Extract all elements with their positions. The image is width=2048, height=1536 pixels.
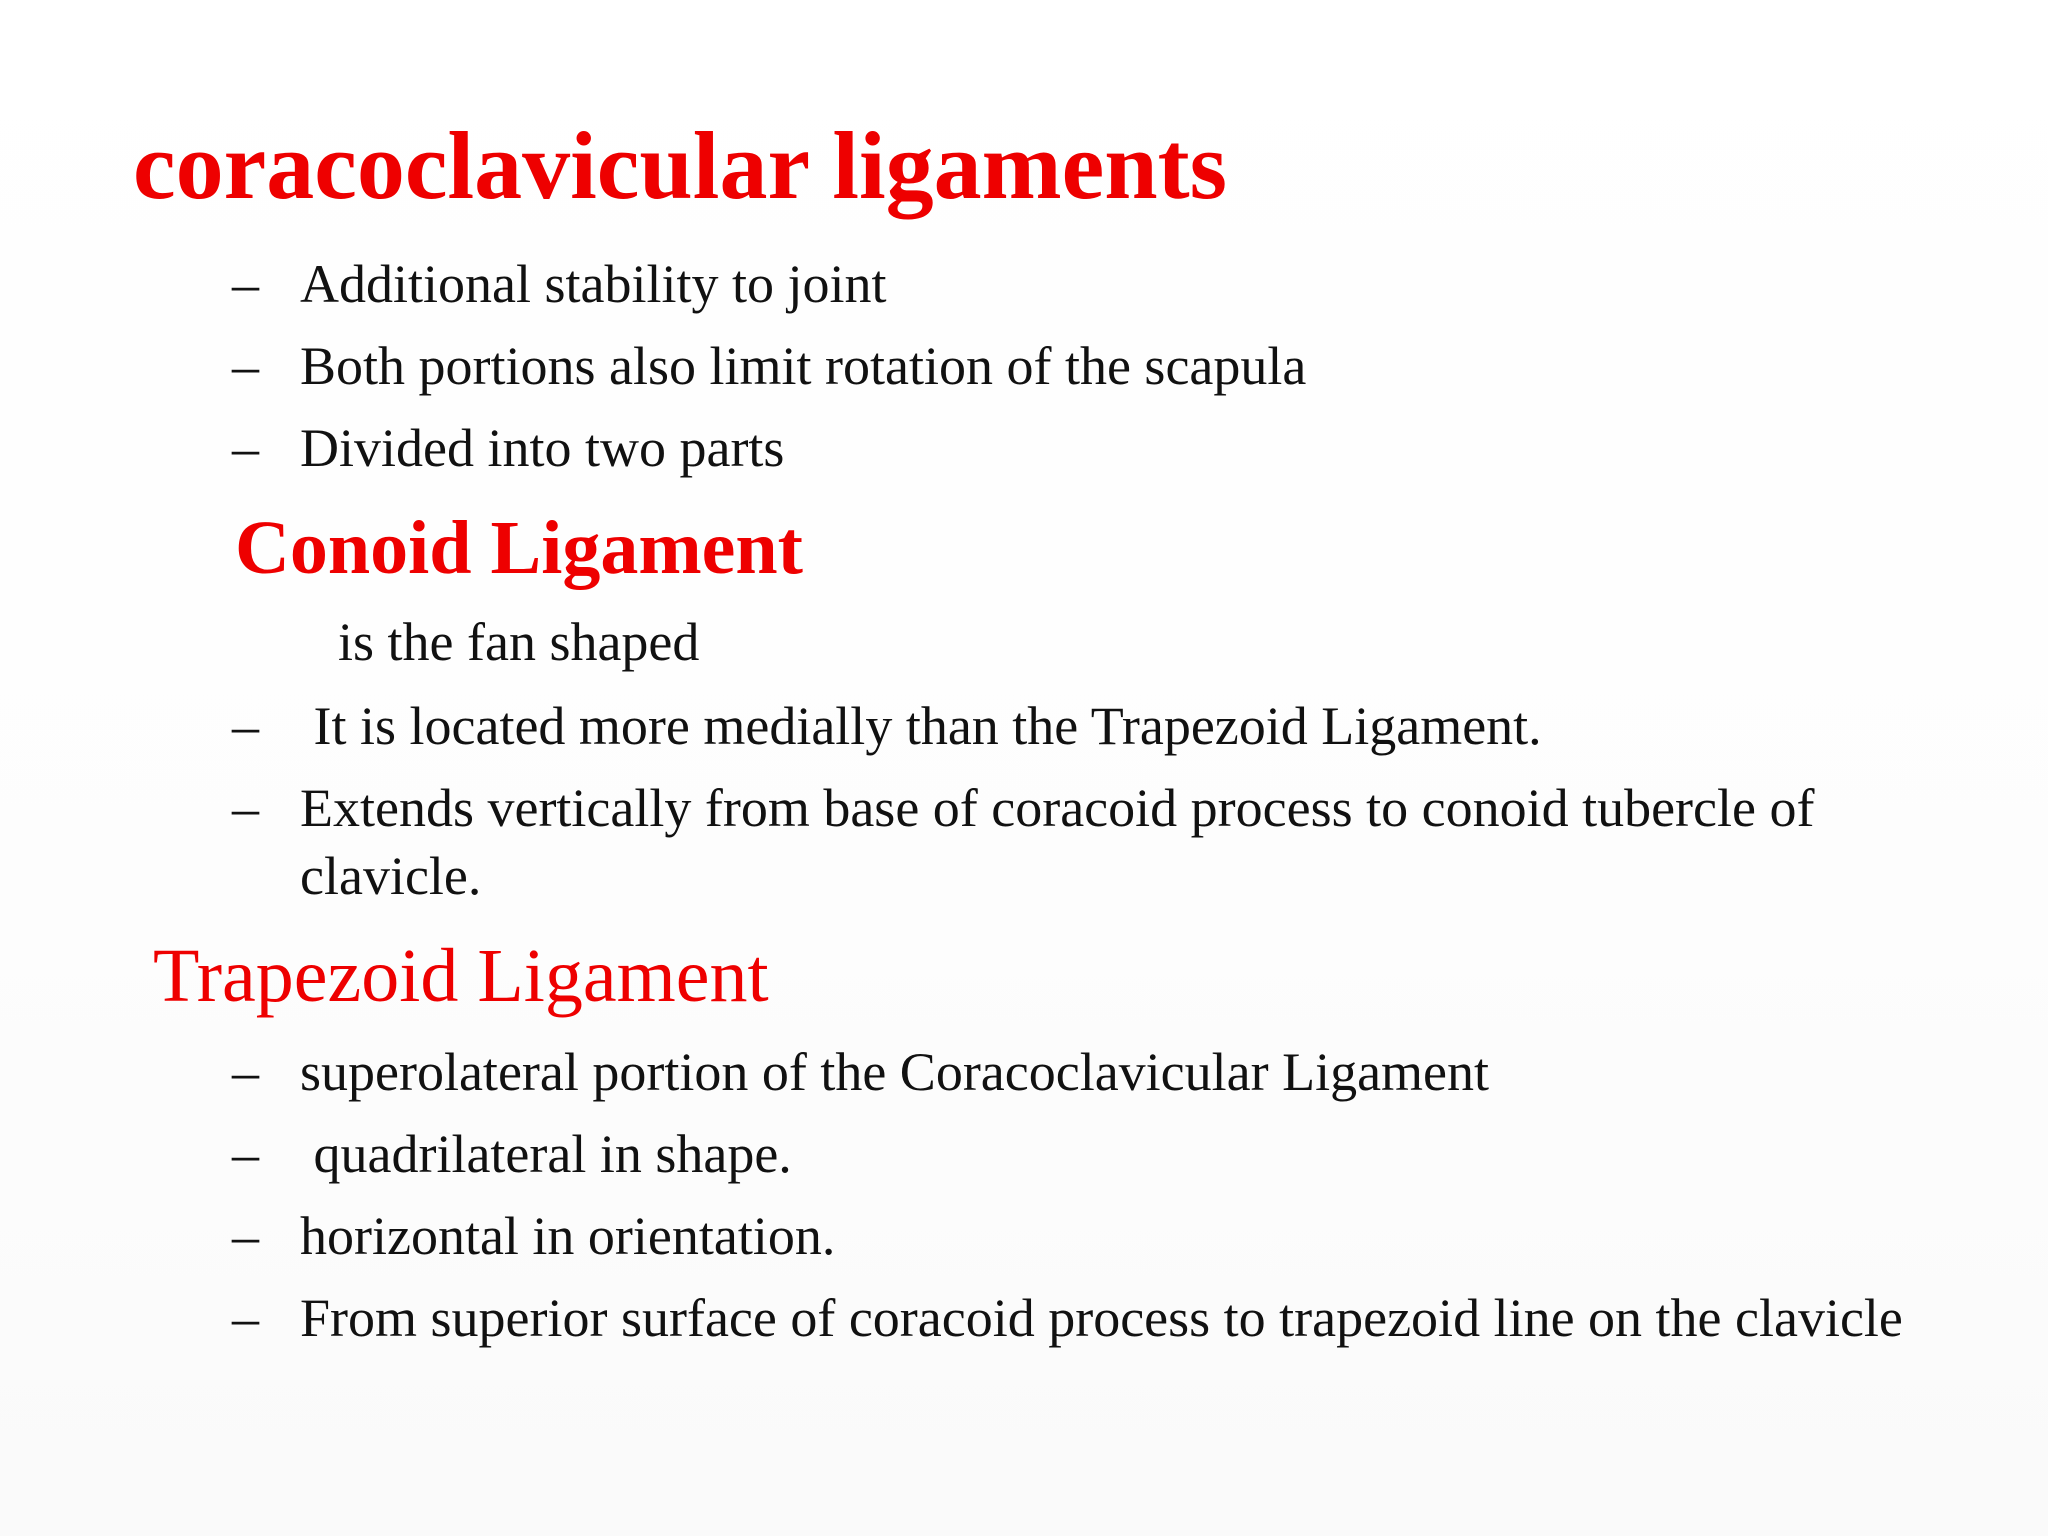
bullet-text: horizontal in orientation. [300,1206,836,1266]
bullet-dash: – [232,778,259,838]
bullet-dash: – [232,696,259,756]
bullet-dash: – [232,418,259,478]
bullet-dash: – [232,254,259,314]
bullet-text: Both portions also limit rotation of the scapula [300,336,1307,396]
bullet-text: superolateral portion of the Coracoclavicular Ligament [300,1042,1490,1102]
slide-title: coracoclavicular ligaments [133,112,1227,219]
bullet-text: Divided into two parts [300,418,785,478]
trapezoid-heading: Trapezoid Ligament [153,934,769,1018]
bullet-dash: – [232,1206,259,1266]
bullet-text: Additional stability to joint [300,254,887,314]
bullet-text: From superior surface of coracoid process to trapezoid line on the clavicle [300,1288,1903,1348]
conoid-heading: Conoid Ligament [235,506,803,590]
bullet-dash: – [232,1042,259,1102]
bullet-text: quadrilateral in shape. [300,1124,792,1184]
conoid-description: is the fan shaped [338,612,700,672]
bullet-dash: – [232,1124,259,1184]
bullet-dash: – [232,1288,259,1348]
bullet-dash: – [232,336,259,396]
bullet-text: It is located more medially than the Trapezoid Ligament. [300,696,1542,756]
bullet-text: Extends vertically from base of coracoid process to conoid tubercle of clavicle. [300,778,1815,906]
